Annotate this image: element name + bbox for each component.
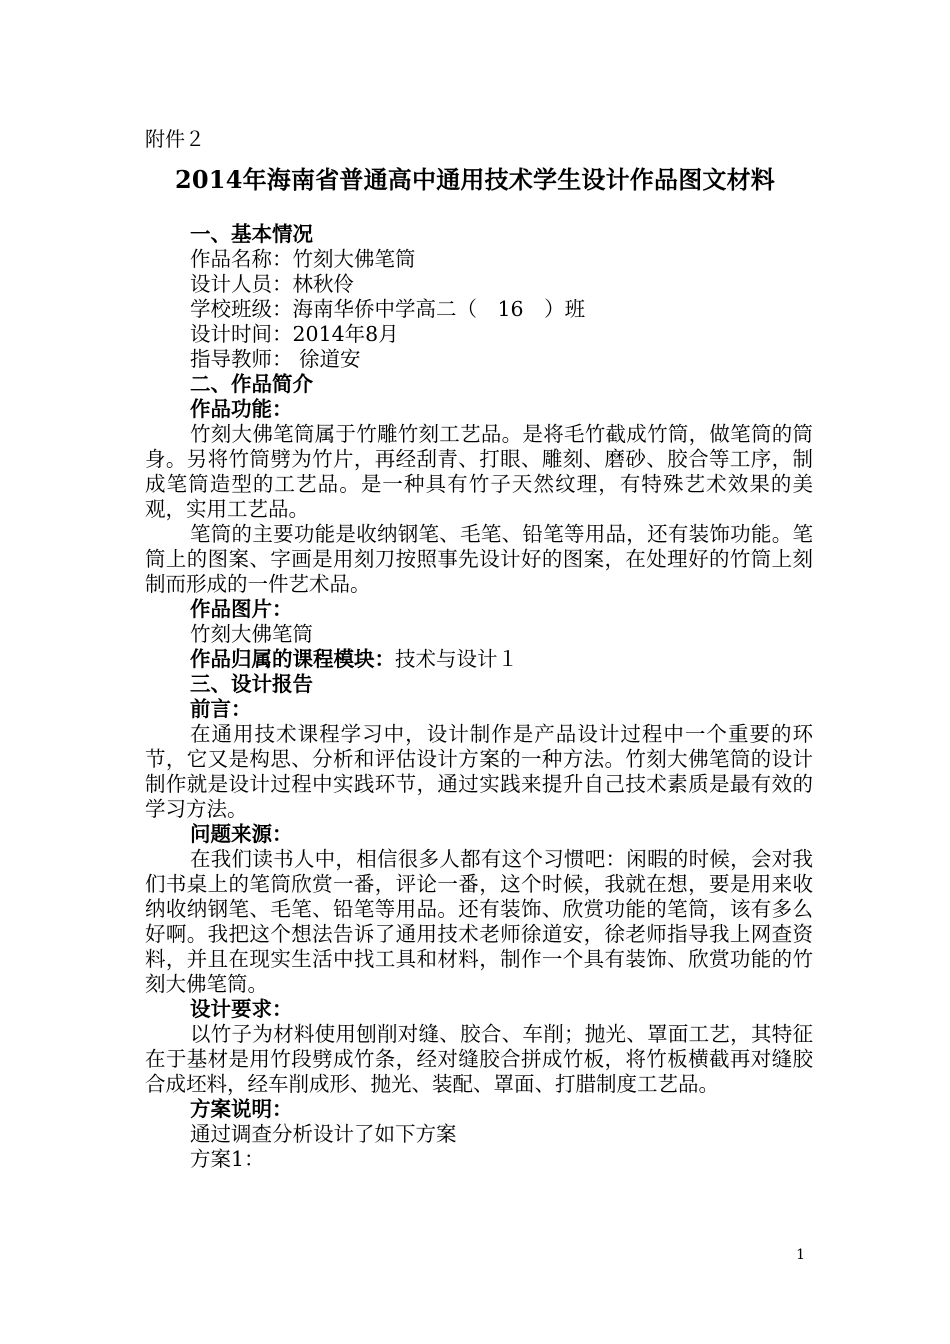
advisor: 指导教师： 徐道安 [190, 347, 361, 371]
school-class: 学校班级：海南华侨中学高二（ 16 ）班 [190, 297, 586, 321]
source-heading: 问题来源： [190, 822, 293, 846]
function-heading: 作品功能： [190, 397, 293, 421]
plan-1-label: 方案1： [190, 1147, 265, 1171]
module-label: 作品归属的课程模块： [190, 647, 395, 671]
document-title: 2014年海南省普通高中通用技术学生设计作品图文材料 [175, 165, 775, 194]
design-time: 设计时间：2014年8月 [190, 322, 399, 346]
picture-caption: 竹刻大佛笔筒 [190, 622, 313, 646]
requirements-paragraph: 以竹子为材料使用刨削对缝、胶合、车削；抛光、罩面工艺，其特征在于基材是用竹段劈成竹条，经对缝胶合拼成竹板，将竹板横截再对缝胶合成坯料，经车削成形、抛光、装配、罩面、打腊制度工艺品。 [145, 1022, 813, 1096]
section-heading-basic: 一、基本情况 [190, 222, 313, 246]
function-paragraph-1: 竹刻大佛笔筒属于竹雕竹刻工艺品。是将毛竹截成竹筒，做笔筒的筒身。另将竹筒劈为竹片，再经刮青、打眼、雕刻、磨砂、胶合等工序，制成笔筒造型的工艺品。是一种具有竹子天然纹理，有特殊艺术效果的美观，实用工艺品。 [145, 422, 813, 521]
function-paragraph-2: 笔筒的主要功能是收纳钢笔、毛笔、铅笔等用品，还有装饰功能。笔筒上的图案、字画是用刻刀按照事先设计好的图案，在处理好的竹筒上刻制而形成的一件艺术品。 [145, 522, 813, 596]
document-body [145, 222, 813, 1172]
section-heading-intro: 二、作品简介 [190, 372, 313, 396]
preface-paragraph: 在通用技术课程学习中，设计制作是产品设计过程中一个重要的环节，它又是构思、分析和评估设计方案的一种方法。竹刻大佛笔筒的设计制作就是设计过程中实践环节，通过实践来提升自己技术素质是最有效的学习方法。 [145, 722, 813, 821]
plan-heading: 方案说明： [190, 1097, 293, 1121]
requirements-heading: 设计要求： [190, 997, 293, 1021]
module-value: 技术与设计１ [395, 647, 518, 671]
section-heading-report: 三、设计报告 [190, 672, 313, 696]
designer: 设计人员：林秋伶 [190, 272, 354, 296]
plan-intro: 通过调查分析设计了如下方案 [190, 1122, 457, 1146]
work-name: 作品名称：竹刻大佛笔筒 [190, 247, 416, 271]
attachment-label: 附件２ [145, 127, 205, 151]
source-paragraph: 在我们读书人中，相信很多人都有这个习惯吧：闲暇的时候，会对我们书桌上的笔筒欣赏一番，评论一番，这个时候，我就在想，要是用来收纳收纳钢笔、毛笔、铅笔等用品。还有装饰、欣赏功能的笔筒，该有多么好啊。我把这个想法告诉了通用技术老师徐道安，徐老师指导我上网查资料，并且在现实生活中找工具和材料，制作一个具有装饰、欣赏功能的竹刻大佛笔筒。 [145, 847, 813, 996]
preface-heading: 前言： [190, 697, 252, 721]
picture-heading: 作品图片： [190, 597, 293, 621]
page-number: 1 [796, 1247, 805, 1263]
course-module [145, 647, 813, 672]
